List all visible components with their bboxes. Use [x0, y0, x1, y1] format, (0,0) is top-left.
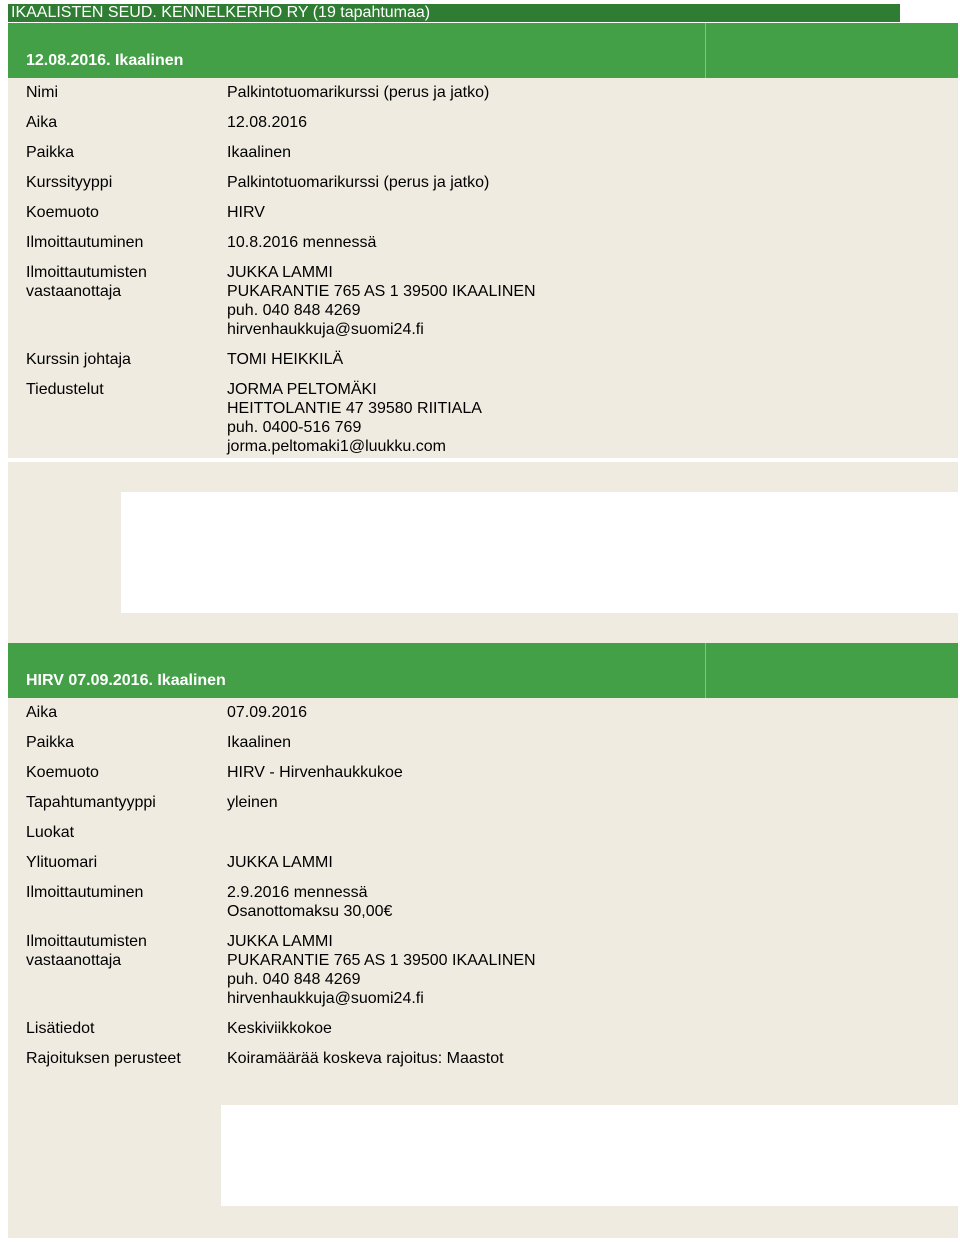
- field-value-line: yleinen: [227, 794, 278, 811]
- field-label: [26, 763, 99, 782]
- field-label: [26, 853, 97, 872]
- field-label-line: Tapahtumantyyppi: [26, 794, 156, 811]
- event1-heading: 12.08.2016. Ikaalinen: [26, 52, 184, 69]
- field-label: [26, 173, 112, 192]
- field-label-line: Paikka: [26, 144, 75, 161]
- field-label: [26, 1019, 95, 1038]
- field-label: [26, 883, 143, 902]
- field-value-line: TOMI HEIKKILÄ: [227, 351, 344, 368]
- email-address: hirvenhaukkuja@suomi24.fi: [227, 321, 424, 338]
- event2-heading: HIRV 07.09.2016. Ikaalinen: [26, 672, 226, 689]
- field-value-line: PUKARANTIE 765 AS 1 39500 IKAALINEN: [227, 952, 536, 969]
- field-label-line: Luokat: [26, 824, 75, 841]
- event1-details: [8, 78, 958, 458]
- field-label: [26, 233, 143, 252]
- field-label-line: Kurssityyppi: [26, 174, 113, 191]
- field-label-line: Aika: [26, 114, 58, 131]
- field-value: [227, 143, 291, 162]
- header-divider: [705, 643, 706, 698]
- field-label-line: Paikka: [26, 734, 75, 751]
- field-label: [26, 263, 147, 301]
- field-value-line: Palkintotuomarikurssi (perus ja jatko): [227, 174, 490, 191]
- field-value-line: puh. 040 848 4269: [227, 302, 361, 319]
- field-label: [26, 703, 57, 722]
- field-label: [26, 113, 57, 132]
- field-value-line: 2.9.2016 mennessä: [227, 884, 368, 901]
- field-value: [227, 233, 376, 252]
- field-value: [227, 83, 489, 102]
- event2-spacer-stripe: [8, 1077, 958, 1105]
- field-value-line: puh. 040 848 4269: [227, 971, 361, 988]
- field-label-line: Rajoituksen perusteet: [26, 1050, 181, 1067]
- field-value-line: Koiramäärää koskeva rajoitus: Maastot: [227, 1050, 504, 1067]
- field-label: [26, 733, 74, 752]
- field-label: [26, 350, 131, 369]
- field-label: [26, 143, 74, 162]
- event2-footer-blank: [221, 1105, 958, 1206]
- event1-footer-blank: [121, 492, 958, 613]
- field-value: [227, 203, 265, 222]
- email-address: jorma.peltomaki1@luukku.com: [227, 438, 446, 455]
- field-label-line: Tiedustelut: [26, 381, 104, 398]
- field-value-line: 10.8.2016 mennessä: [227, 234, 377, 251]
- field-value-line: JUKKA LAMMI: [227, 933, 333, 950]
- title-bar: IKAALISTEN SEUD. KENNELKERHO RY (19 tapahtumaa): [8, 4, 900, 22]
- field-value: [227, 1049, 504, 1068]
- event1-bottom-stripe: [8, 613, 958, 643]
- field-label-line: Koemuoto: [26, 764, 99, 781]
- field-value: [227, 173, 489, 192]
- field-value-line: 07.09.2016: [227, 704, 308, 721]
- header-divider: [705, 23, 706, 78]
- field-value-line: Ikaalinen: [227, 144, 292, 161]
- field-label-line: Koemuoto: [26, 204, 99, 221]
- field-label: [26, 823, 74, 842]
- email-address: hirvenhaukkuja@suomi24.fi: [227, 990, 424, 1007]
- field-value-line: puh. 0400-516 769: [227, 419, 362, 436]
- field-value-line: HEITTOLANTIE 47 39580 RIITIALA: [227, 400, 482, 417]
- field-value-line: Ikaalinen: [227, 734, 292, 751]
- title-bar-spacer: [900, 4, 952, 22]
- field-value: [227, 703, 307, 722]
- field-value-line: PUKARANTIE 765 AS 1 39500 IKAALINEN: [227, 283, 536, 300]
- field-label: [26, 1049, 181, 1068]
- field-label-line: Ilmoittautumisten: [26, 264, 147, 281]
- field-value-line: HIRV - Hirvenhaukkukoe: [227, 764, 403, 781]
- field-label: [26, 83, 58, 102]
- field-label-line: Aika: [26, 704, 58, 721]
- field-value-line: JUKKA LAMMI: [227, 264, 333, 281]
- field-value: [227, 932, 536, 1008]
- field-label-line: Kurssin johtaja: [26, 351, 131, 368]
- field-label-line: vastaanottaja: [26, 952, 122, 969]
- field-value: [227, 1019, 332, 1038]
- field-label: [26, 380, 104, 399]
- field-value-line: Keskiviikkokoe: [227, 1020, 332, 1037]
- field-value-line: JORMA PELTOMÄKI: [227, 381, 377, 398]
- field-label: [26, 793, 156, 812]
- field-value-line: Palkintotuomarikurssi (perus ja jatko): [227, 84, 490, 101]
- field-label-line: vastaanottaja: [26, 283, 122, 300]
- field-value-line: 12.08.2016: [227, 114, 308, 131]
- field-value-line: JUKKA LAMMI: [227, 854, 333, 871]
- field-value: [227, 883, 392, 921]
- event2-bottom-stripe: [8, 1206, 958, 1238]
- field-label: [26, 203, 99, 222]
- field-value: [227, 733, 291, 752]
- event2-header: [8, 643, 958, 698]
- field-value: [227, 350, 343, 369]
- field-label-line: Ilmoittautumisten: [26, 933, 147, 950]
- field-value: [227, 853, 333, 872]
- field-label-line: Lisätiedot: [26, 1020, 95, 1037]
- field-value: [227, 380, 482, 456]
- field-label-line: Ylituomari: [26, 854, 98, 871]
- field-label-line: Ilmoittautuminen: [26, 234, 144, 251]
- field-label: [26, 932, 147, 970]
- field-label-line: Ilmoittautuminen: [26, 884, 144, 901]
- field-value: [227, 763, 403, 782]
- event2-details: [8, 698, 958, 1077]
- field-value-line: Osanottomaksu 30,00€: [227, 903, 393, 920]
- field-value: [227, 113, 307, 132]
- field-value: [227, 263, 536, 339]
- event1-header: [8, 23, 958, 78]
- event1-spacer-stripe: [8, 462, 958, 492]
- field-label-line: Nimi: [26, 84, 58, 101]
- field-value: [227, 793, 278, 812]
- field-value-line: HIRV: [227, 204, 265, 221]
